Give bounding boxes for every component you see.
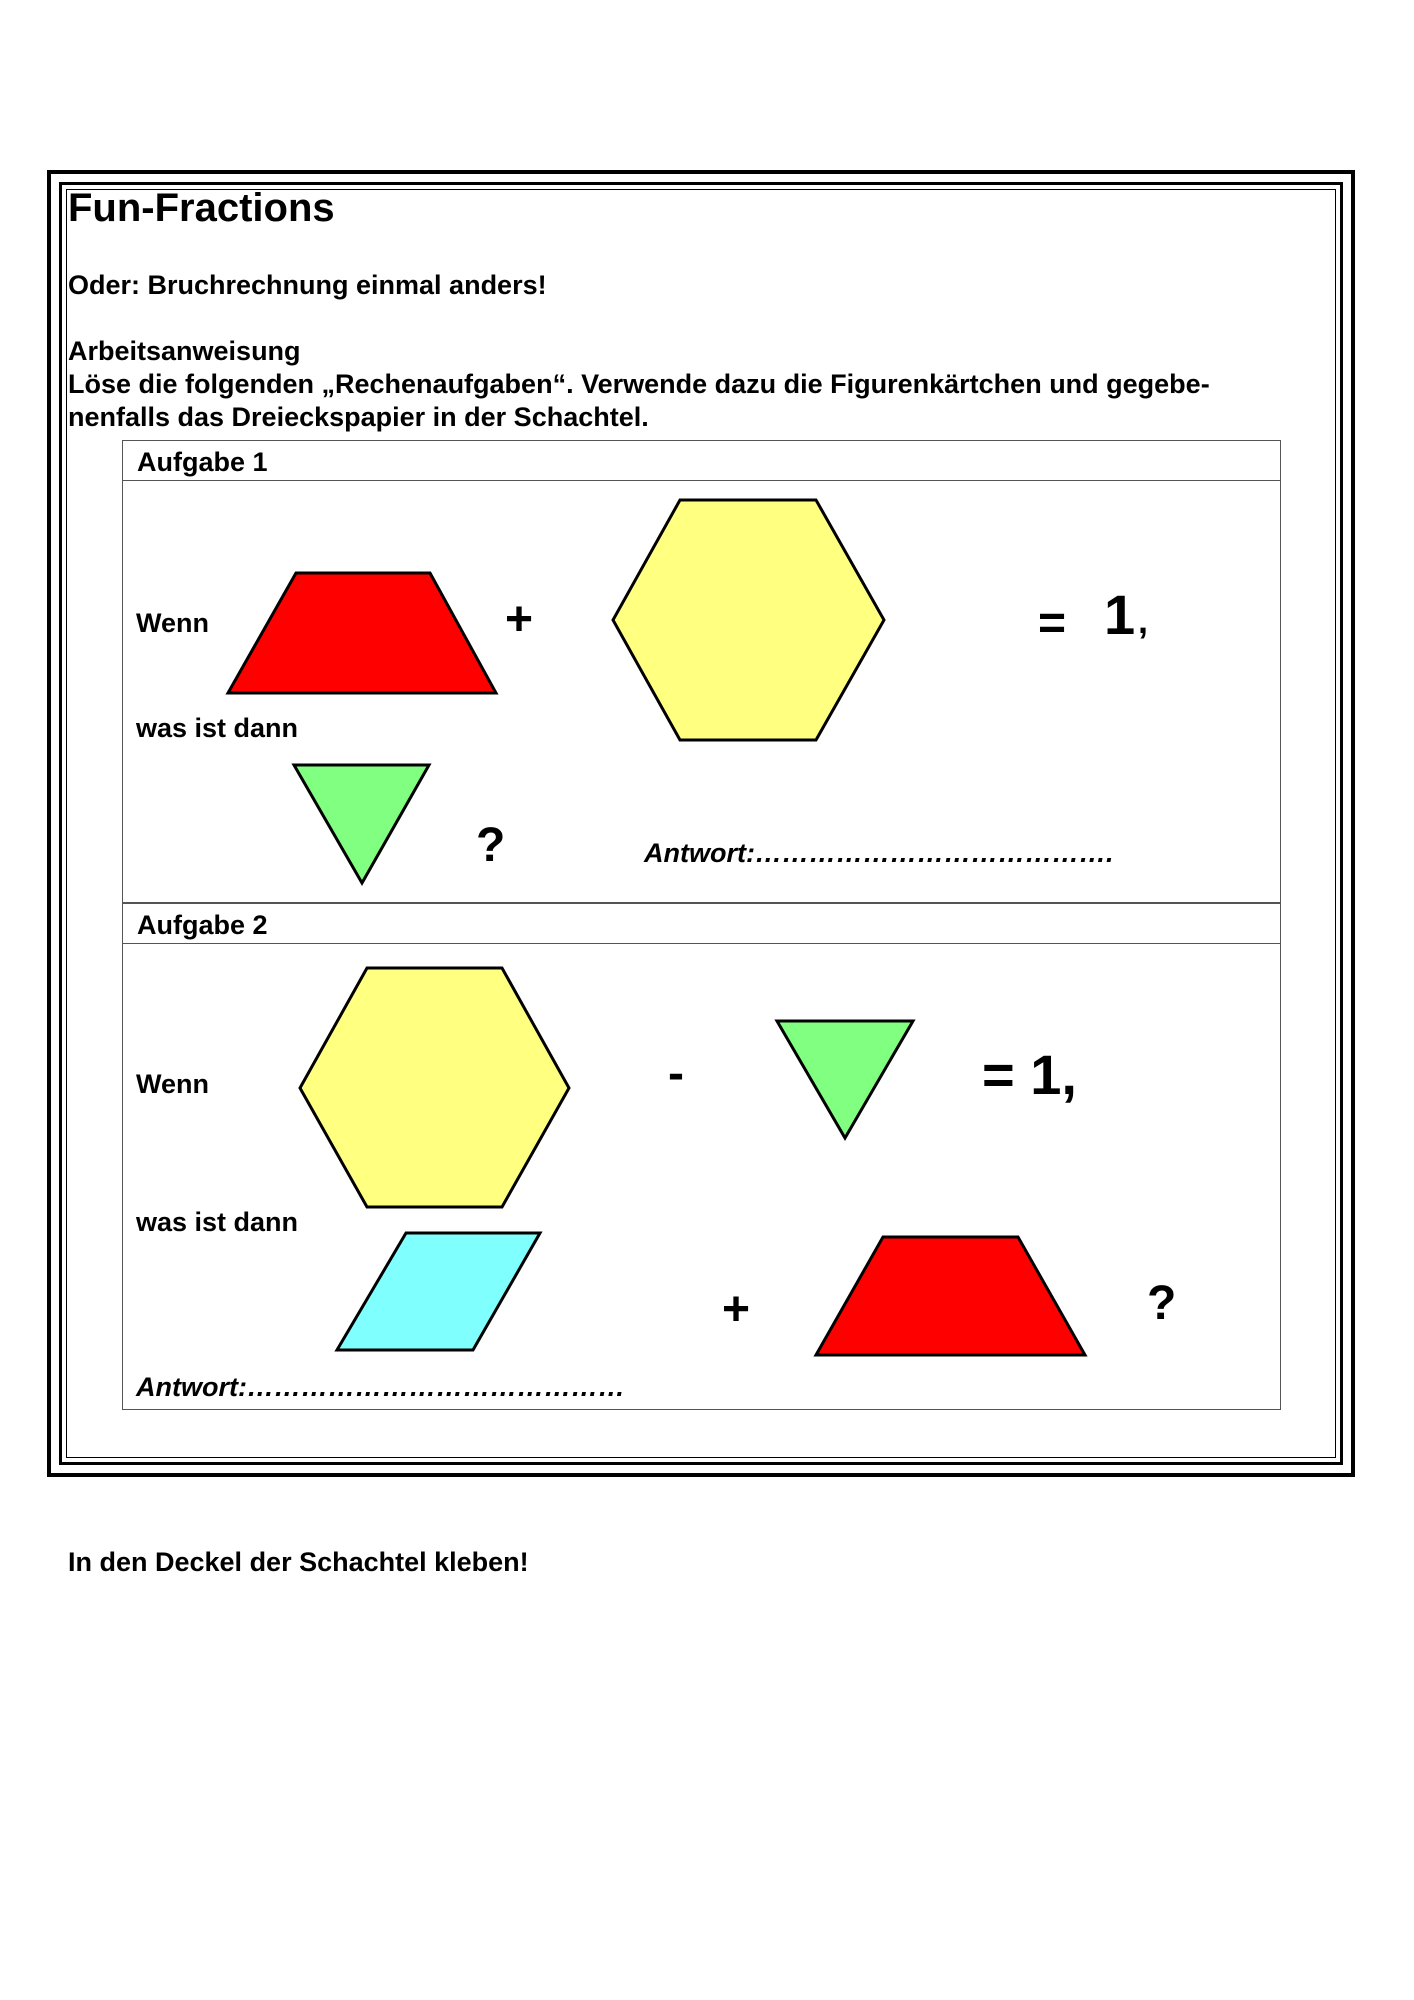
task1-one: 1: [1104, 583, 1136, 646]
instructions-heading: Arbeitsanweisung: [68, 336, 301, 366]
task2-plus: +: [722, 1283, 751, 1336]
instructions-line-1: Löse die folgenden „Rechenaufgaben“. Verwende dazu die Figurenkärtchen und gegebe-: [68, 369, 1210, 399]
page-title: Fun-Fractions: [68, 186, 335, 230]
task2-yellow-hexagon: [300, 968, 569, 1207]
instructions-line-2: nenfalls das Dreieckspapier in der Schachtel.: [68, 402, 649, 432]
task1-green-triangle: [294, 765, 429, 883]
task1-question: ?: [476, 819, 506, 872]
task1-was-ist-dann: was ist dann: [136, 713, 299, 743]
footer-note: In den Deckel der Schachtel kleben!: [68, 1547, 529, 1577]
task1-wenn: Wenn: [136, 608, 209, 638]
task1-yellow-hexagon: [613, 500, 884, 740]
task-1-heading: Aufgabe 1: [123, 441, 1280, 481]
task1-equals: =: [1038, 597, 1067, 650]
task1-comma: ,: [1138, 600, 1149, 641]
page-subtitle: Oder: Bruchrechnung einmal anders!: [68, 270, 547, 300]
task2-wenn: Wenn: [136, 1069, 209, 1099]
task2-was-ist-dann: was ist dann: [136, 1207, 299, 1237]
task2-minus: -: [668, 1047, 684, 1100]
task2-question: ?: [1147, 1277, 1177, 1330]
task2-answer-line: Antwort:……………………………………: [136, 1372, 625, 1402]
task2-blue-rhombus: [337, 1233, 540, 1350]
task2-red-trapezoid: [816, 1237, 1085, 1355]
task-2-heading: Aufgabe 2: [123, 904, 1280, 944]
task1-answer-line: Antwort:………………………………….: [644, 838, 1114, 868]
task2-equals-one: = 1,: [982, 1043, 1077, 1106]
task1-plus: +: [505, 593, 534, 646]
task2-green-triangle: [777, 1021, 913, 1138]
task1-red-trapezoid: [228, 573, 496, 693]
